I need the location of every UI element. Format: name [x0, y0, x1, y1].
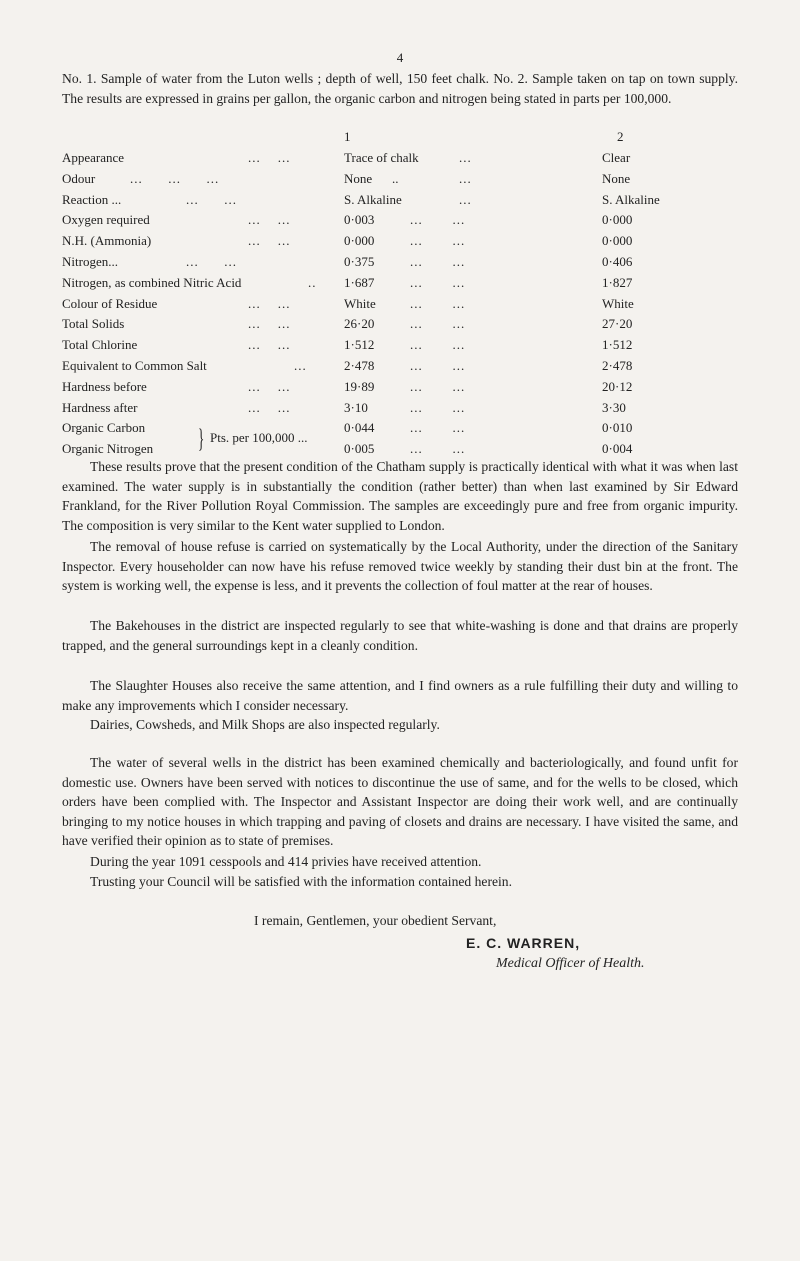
sample-2-value: Clear	[602, 150, 631, 165]
paragraph: The Slaughter Houses also receive the same attention, and I find owners as a rule fulfilling their duty and willing to make any improvements which I consider necessary.	[62, 678, 738, 713]
sample-1-value: 3·10	[344, 399, 368, 415]
sample-1-value: 0·005	[344, 441, 375, 457]
sample-1-value: Trace of chalk	[344, 150, 419, 165]
row-label: Odour	[62, 170, 96, 186]
table-row: Odour ... ... ... None .. ... None	[62, 170, 631, 186]
sample-2-value: S. Alkaline	[602, 191, 660, 207]
sample-1-value: S. Alkaline	[344, 191, 402, 207]
row-label: Oxygen required	[62, 212, 150, 228]
sample-2-value: 3·30	[602, 399, 626, 415]
table-row: Organic Carbon 0·044 ... ... 0·010	[62, 420, 633, 436]
row-label: Nitrogen, as combined Nitric Acid	[62, 274, 242, 290]
table-row: Nitrogen... ... ... 0·375 ... ... 0·406	[62, 253, 633, 269]
sample-1-value: 0·044	[344, 420, 375, 436]
row-label: Appearance	[62, 150, 125, 165]
sample-2-value: 20·12	[602, 378, 633, 394]
row-label: Colour of Residue	[62, 295, 158, 311]
sample-2-value: 1·827	[602, 274, 633, 290]
sample-2-value: 0·004	[602, 441, 633, 457]
paragraph: Trusting your Council will be satisfied with the information contained herein.	[90, 874, 512, 889]
row-label: Reaction ...	[62, 191, 122, 207]
sample-1-value: 0·000	[344, 233, 375, 249]
table-row: Hardness after ... ... 3·10 ... ... 3·30	[62, 399, 626, 415]
page-number: 4	[396, 50, 404, 65]
table-row: Total Chlorine ... ... 1·512 ... ... 1·512	[62, 337, 633, 353]
table-row: Colour of Residue ... ... White ... ... White	[62, 295, 634, 311]
table-row: N.H. (Ammonia) ... ... 0·000 ... ... 0·000	[62, 233, 633, 249]
brace: }	[198, 424, 205, 454]
sample-2-value: 1·512	[602, 337, 633, 353]
sample-2-value: 0·000	[602, 212, 633, 228]
paragraph: The water of several wells in the district has been examined chemically and bacteriologically, and found unfit for domestic use. Owners have been served with notices to discontinue the use of same, and for the wells to be closed, which orders have been complied with. The Inspector and Assistant Inspector are doing their work well, and are continually bringing to my notice houses in which trapping and paving of closets and drains are necessary. I have visited the same, and have verified their opinion as to state of premises.	[62, 755, 738, 849]
row-label: Nitrogen...	[62, 253, 118, 269]
sample-2-value: 0·000	[602, 233, 633, 249]
row-label: Total Solids	[62, 316, 125, 332]
paragraph: The Bakehouses in the district are inspected regularly to see that white-washing is done and that drains are properly trapped, and the general surroundings kept in a cleanly condition.	[62, 618, 738, 653]
sample-1-value: 1·687	[344, 274, 375, 290]
table-row: Equivalent to Common Salt ... 2·478 ... ... 2·478	[62, 357, 633, 373]
column-header-1: 1	[344, 129, 351, 144]
signature-title: Medical Officer of Health.	[496, 956, 645, 971]
sample-1-value: None	[344, 170, 373, 186]
sample-2-value: 0·010	[602, 420, 633, 436]
table-row: Organic Nitrogen 0·005 ... ... 0·004	[62, 441, 633, 457]
unit-label: Pts. per 100,000 ...	[210, 430, 308, 446]
row-label: N.H. (Ammonia)	[62, 233, 152, 249]
paragraph: The removal of house refuse is carried on systematically by the Local Authority, under the direction of the Sanitary Inspector. Every householder can now have his refuse removed twice weekly by standing their dust bin at the front. The system is working well, the expense is less, and it prevents the collection of foul matter at the rear of houses.	[62, 539, 738, 594]
sample-1-value: 0·375	[344, 253, 375, 269]
table-row: Appearance ... ... Trace of chalk ... Clear	[62, 150, 631, 165]
sample-2-value: 2·478	[602, 357, 633, 373]
sample-1-value: 26·20	[344, 316, 375, 332]
row-label: Hardness before	[62, 378, 147, 394]
table-row: Total Solids ... ... 26·20 ... ... 27·20	[62, 316, 633, 332]
row-label: Organic Carbon	[62, 420, 146, 436]
sample-2-value: 27·20	[602, 316, 633, 332]
table-row: Oxygen required ... ... 0·003 ... ... 0·000	[62, 212, 633, 228]
signature-name: E. C. WARREN,	[466, 935, 581, 951]
table-row: Reaction ... ... ... S. Alkaline ... S. Alkaline	[62, 191, 660, 207]
row-label: Hardness after	[62, 399, 138, 415]
paragraph: These results prove that the present condition of the Chatham supply is practically identical with what it was when last examined. The water supply is in substantially the condition (rather better) than when last examined by Sir Edward Frankland, for the River Pollution Royal Commission. The samples are exceedingly pure and free from organic impurity. The composition is very similar to the Kent water supplied to London.	[62, 459, 738, 533]
row-label: Organic Nitrogen	[62, 441, 154, 457]
table-row: Hardness before ... ... 19·89 ... ... 20·12	[62, 378, 633, 394]
closing-line: I remain, Gentlemen, your obedient Servant,	[254, 913, 497, 928]
sample-1-value: White	[344, 295, 376, 311]
sample-1-value: 2·478	[344, 357, 375, 373]
water-analysis-table	[62, 150, 742, 462]
organic-rows	[62, 420, 742, 462]
sample-1-value: 1·512	[344, 337, 375, 353]
sample-2-value: White	[602, 295, 634, 311]
row-label: Equivalent to Common Salt	[62, 357, 207, 373]
paragraph: During the year 1091 cesspools and 414 privies have received attention.	[90, 854, 482, 869]
row-label: Total Chlorine	[62, 337, 138, 353]
sample-2-value: 0·406	[602, 253, 633, 269]
sample-1-value: 19·89	[344, 378, 375, 394]
column-header-2: 2	[617, 129, 624, 144]
sample-2-value: None	[602, 170, 631, 186]
sample-1-value: 0·003	[344, 212, 375, 228]
paragraph: Dairies, Cowsheds, and Milk Shops are also inspected regularly.	[90, 717, 440, 732]
table-row: Nitrogen, as combined Nitric Acid .. 1·687 ... ... 1·827	[62, 274, 633, 290]
intro-paragraph: No. 1. Sample of water from the Luton wells ; depth of well, 150 feet chalk. No. 2. Sample taken on tap on town supply. The results are expressed in grains per gallon, the organic carbon and nitrogen being stated in parts per 100,000.	[62, 71, 738, 106]
